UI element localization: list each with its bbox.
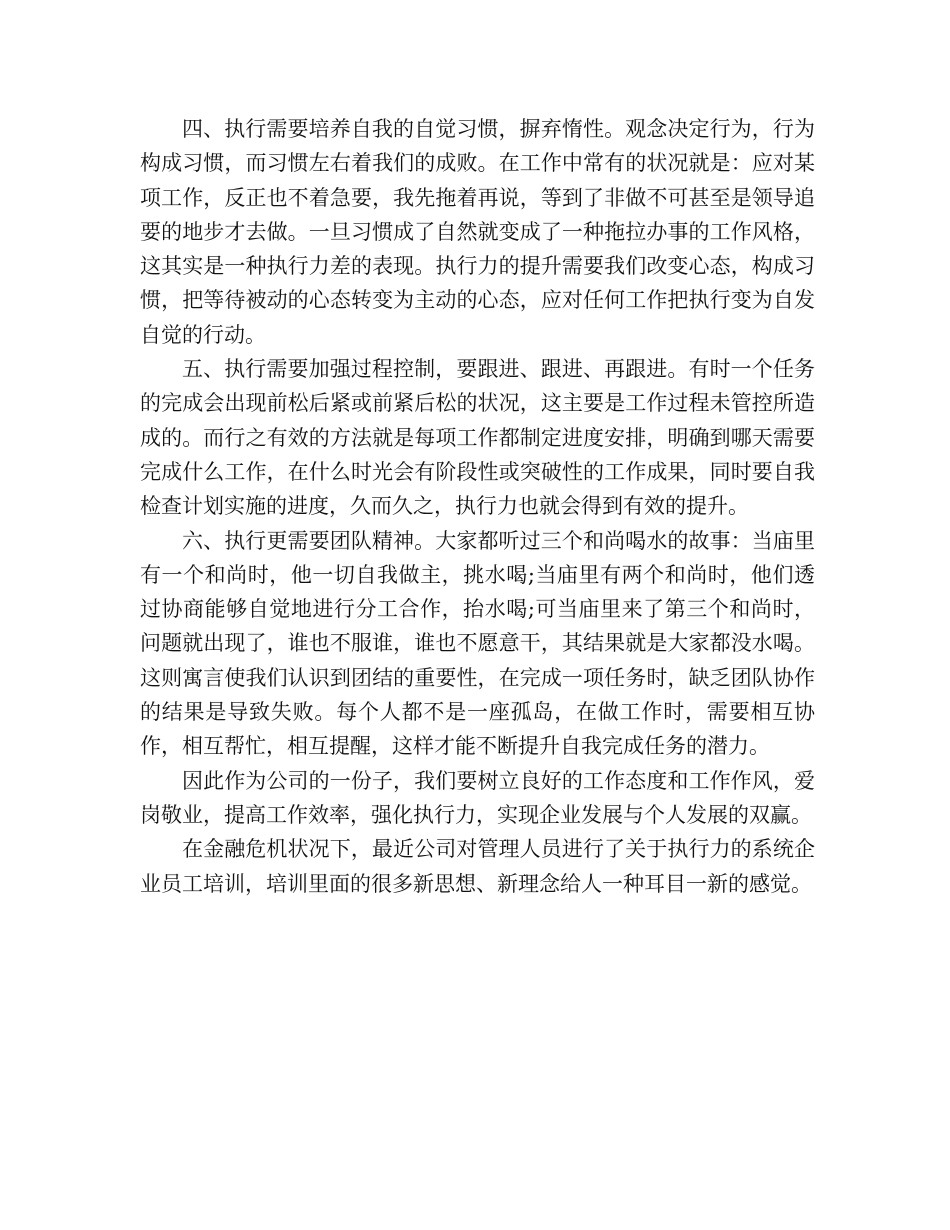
- paragraph-team-spirit: 六、执行更需要团队精神。大家都听过三个和尚喝水的故事：当庙里有一个和尚时，他一切自我做主，挑水喝;当庙里有两个和尚时，他们透过协商能够自觉地进行分工合作，抬水喝;可当庙里来了第三个和尚时，问题就出现了，谁也不服谁，谁也不愿意干，其结果就是大家都没水喝。这则寓言使我们认识到团结的重要性，在完成一项任务时，缺乏团队协作的结果是导致失败。每个人都不是一座孤岛，在做工作时，需要相互协作，相互帮忙，相互提醒，这样才能不断提升自我完成任务的潜力。: [140, 528, 815, 759]
- paragraph-execution-habit: 四、执行需要培养自我的自觉习惯，摒弃惰性。观念决定行为，行为构成习惯，而习惯左右着我们的成败。在工作中常有的状况就是：应对某项工作，反正也不着急要，我先拖着再说，等到了非做不可甚至是领导追要的地步才去做。一旦习惯成了自然就变成了一种拖拉办事的工作风格，这其实是一种执行力差的表现。执行力的提升需要我们改变心态，构成习惯，把等待被动的心态转变为主动的心态，应对任何工作把执行变为自发自觉的行动。: [140, 117, 815, 347]
- paragraph-conclusion: 因此作为公司的一份子，我们要树立良好的工作态度和工作作风，爱岗敬业，提高工作效率，强化执行力，实现企业发展与个人发展的双赢。: [140, 768, 815, 827]
- document-body: [140, 112, 815, 901]
- paragraph-training: 在金融危机状况下，最近公司对管理人员进行了关于执行力的系统企业员工培训，培训里面的很多新思想、新理念给人一种耳目一新的感觉。: [140, 837, 815, 896]
- paragraph-process-control: 五、执行需要加强过程控制，要跟进、跟进、再跟进。有时一个任务的完成会出现前松后紧或前紧后松的状况，这主要是工作过程未管控所造成的。而行之有效的方法就是每项工作都制定进度安排，明确到哪天需要完成什么工作，在什么时光会有阶段性或突破性的工作成果，同时要自我检查计划实施的进度，久而久之，执行力也就会得到有效的提升。: [140, 357, 815, 519]
